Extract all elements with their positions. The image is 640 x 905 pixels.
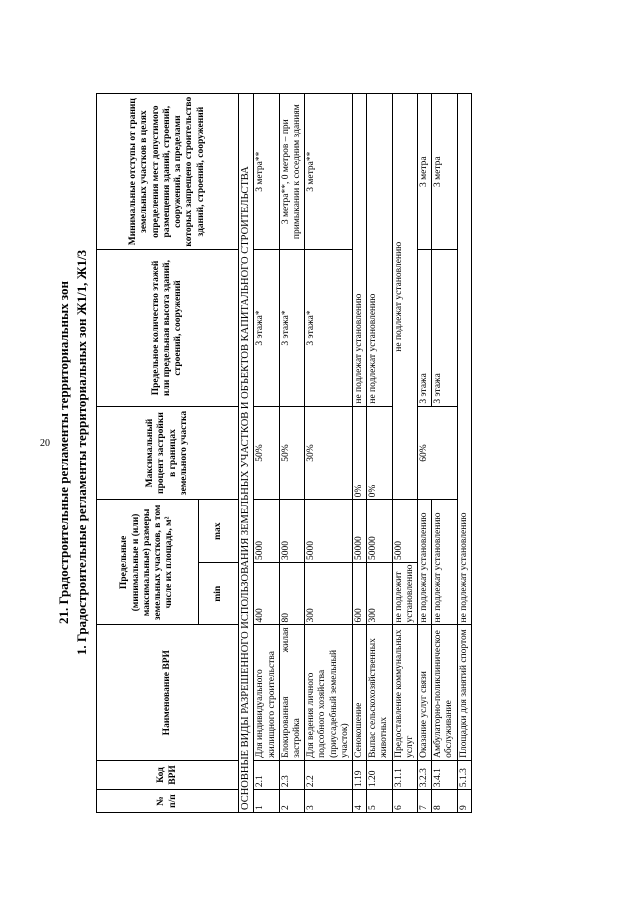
row-setback: 3 метра: [418, 94, 432, 250]
row-floors-setback: не подлежат установлению: [367, 94, 392, 407]
row-floors: 3 этажа*: [254, 250, 279, 406]
row-max: 5000: [305, 500, 353, 563]
row-floors: 3 этажа: [418, 250, 432, 406]
row-floors: 3 этажа*: [279, 250, 304, 406]
table-row: [457, 94, 471, 813]
col-header-percent: Максимальный процент застройки в границах земельного участка: [97, 406, 239, 500]
row-num: 4: [353, 790, 367, 813]
row-area: не подлежат установлению: [418, 500, 432, 625]
table-row: [279, 94, 304, 813]
col-header-area: Предельные (минимальные и (или) максимальные) размеры земельных участков, в том числе их площадь, м²: [97, 500, 199, 625]
row-code: 2.1: [254, 760, 279, 789]
row-num: 8: [432, 790, 457, 813]
row-max: 5000: [254, 500, 279, 563]
page-number: 20: [40, 438, 50, 449]
row-floors-setback: не подлежат установлению: [353, 94, 367, 407]
col-header-floors: Предельное количество этажей или предельная высота зданий, строений, сооружений: [97, 250, 239, 406]
row-min: 400: [254, 562, 279, 625]
row-code: 3.4.1: [432, 760, 457, 789]
row-name: Предоставление коммунальных услуг: [392, 625, 417, 760]
row-name: Для ведения личного подсобного хозяйства (приусадебный земельный участок): [305, 625, 353, 760]
row-name: Площадки для занятий спортом: [457, 625, 471, 760]
row-code: 1.20: [367, 760, 392, 789]
row-min: не подлежит установлению: [392, 562, 417, 625]
col-header-num: № п/п: [97, 790, 239, 813]
row-percent: 50%: [254, 406, 279, 500]
table-row: [254, 94, 279, 813]
row-setback: 3 метра**: [305, 94, 353, 250]
row-name: Для индивидуального жилищного строительства: [254, 625, 279, 760]
row-num: 9: [457, 790, 471, 813]
row-area: не подлежат установлению: [432, 500, 457, 625]
section-row-title: ОСНОВНЫЕ ВИДЫ РАЗРЕШЕННОГО ИСПОЛЬЗОВАНИЯ ЗЕМЕЛЬНЫХ УЧАСТКОВ И ОБЪЕКТОВ КАПИТАЛЬНОГО СТРОИТЕЛЬСТВА: [239, 94, 254, 813]
row-name: Сенокошение: [353, 625, 367, 760]
col-header-min: min: [199, 562, 239, 625]
row-name: Блокированная жилая застройка: [279, 625, 304, 760]
row-num: 5: [367, 790, 392, 813]
table-row: [305, 94, 353, 813]
row-code: 2.3: [279, 760, 304, 789]
col-header-setbacks: Минимальные отступы от границ земельных участков в целях определения мест допустимого размещения зданий, строений, сооружений, за пределами которых запрещено строительство зданий, строений, сооружений: [97, 94, 239, 250]
zoning-regulations-table: [96, 93, 472, 813]
row-num: 6: [392, 790, 417, 813]
table-row: [367, 94, 392, 813]
row-all: не подлежат установлению: [457, 94, 471, 625]
col-header-max: max: [199, 500, 239, 563]
table-row: [392, 94, 417, 813]
row-num: 7: [418, 790, 432, 813]
row-percent: 0%: [353, 406, 367, 500]
row-code: 5.1.3: [457, 760, 471, 789]
shared-percent: 60%: [418, 406, 458, 500]
row-max: 50000: [353, 500, 367, 563]
row-min: 300: [305, 562, 353, 625]
row-percent: 0%: [367, 406, 392, 500]
row-percent: 50%: [279, 406, 304, 500]
table-row: [418, 94, 432, 813]
row-percent: 30%: [305, 406, 353, 500]
row-code: 3.1.1: [392, 760, 417, 789]
row-min: 600: [353, 562, 367, 625]
row-max: 5000: [392, 500, 417, 563]
row-setback: 3 метра**: [254, 94, 279, 250]
row-max: 50000: [367, 500, 392, 563]
row-floors: 3 этажа*: [305, 250, 353, 406]
row-rest: не подлежат установлению: [392, 94, 417, 500]
row-min: 300: [367, 562, 392, 625]
row-code: 2.2: [305, 760, 353, 789]
table-row: [353, 94, 367, 813]
row-name: Оказание услуг связи: [418, 625, 432, 760]
row-setback: 3 метра**, 0 метров – при примыкании к соседним зданиям: [279, 94, 304, 250]
row-floors: 3 этажа: [432, 250, 457, 406]
row-max: 3000: [279, 500, 304, 563]
row-num: 2: [279, 790, 304, 813]
row-num: 1: [254, 790, 279, 813]
row-name: Амбулаторно-поликлиническое обслуживание: [432, 625, 457, 760]
row-num: 3: [305, 790, 353, 813]
row-name: Выпас сельскохозяйственных животных: [367, 625, 392, 760]
col-header-code: Код ВРИ: [97, 760, 239, 789]
row-code: 3.2.3: [418, 760, 432, 789]
section-heading: 21. Градостроительные регламенты территориальных зон: [56, 280, 71, 625]
row-code: 1.19: [353, 760, 367, 789]
row-min: 80: [279, 562, 304, 625]
col-header-name: Наименование ВРИ: [97, 625, 239, 760]
table-heading: 1. Градостроительные регламенты территориальных зон Ж1/1, Ж1/3: [74, 249, 89, 656]
row-setback: 3 метра: [432, 94, 457, 250]
